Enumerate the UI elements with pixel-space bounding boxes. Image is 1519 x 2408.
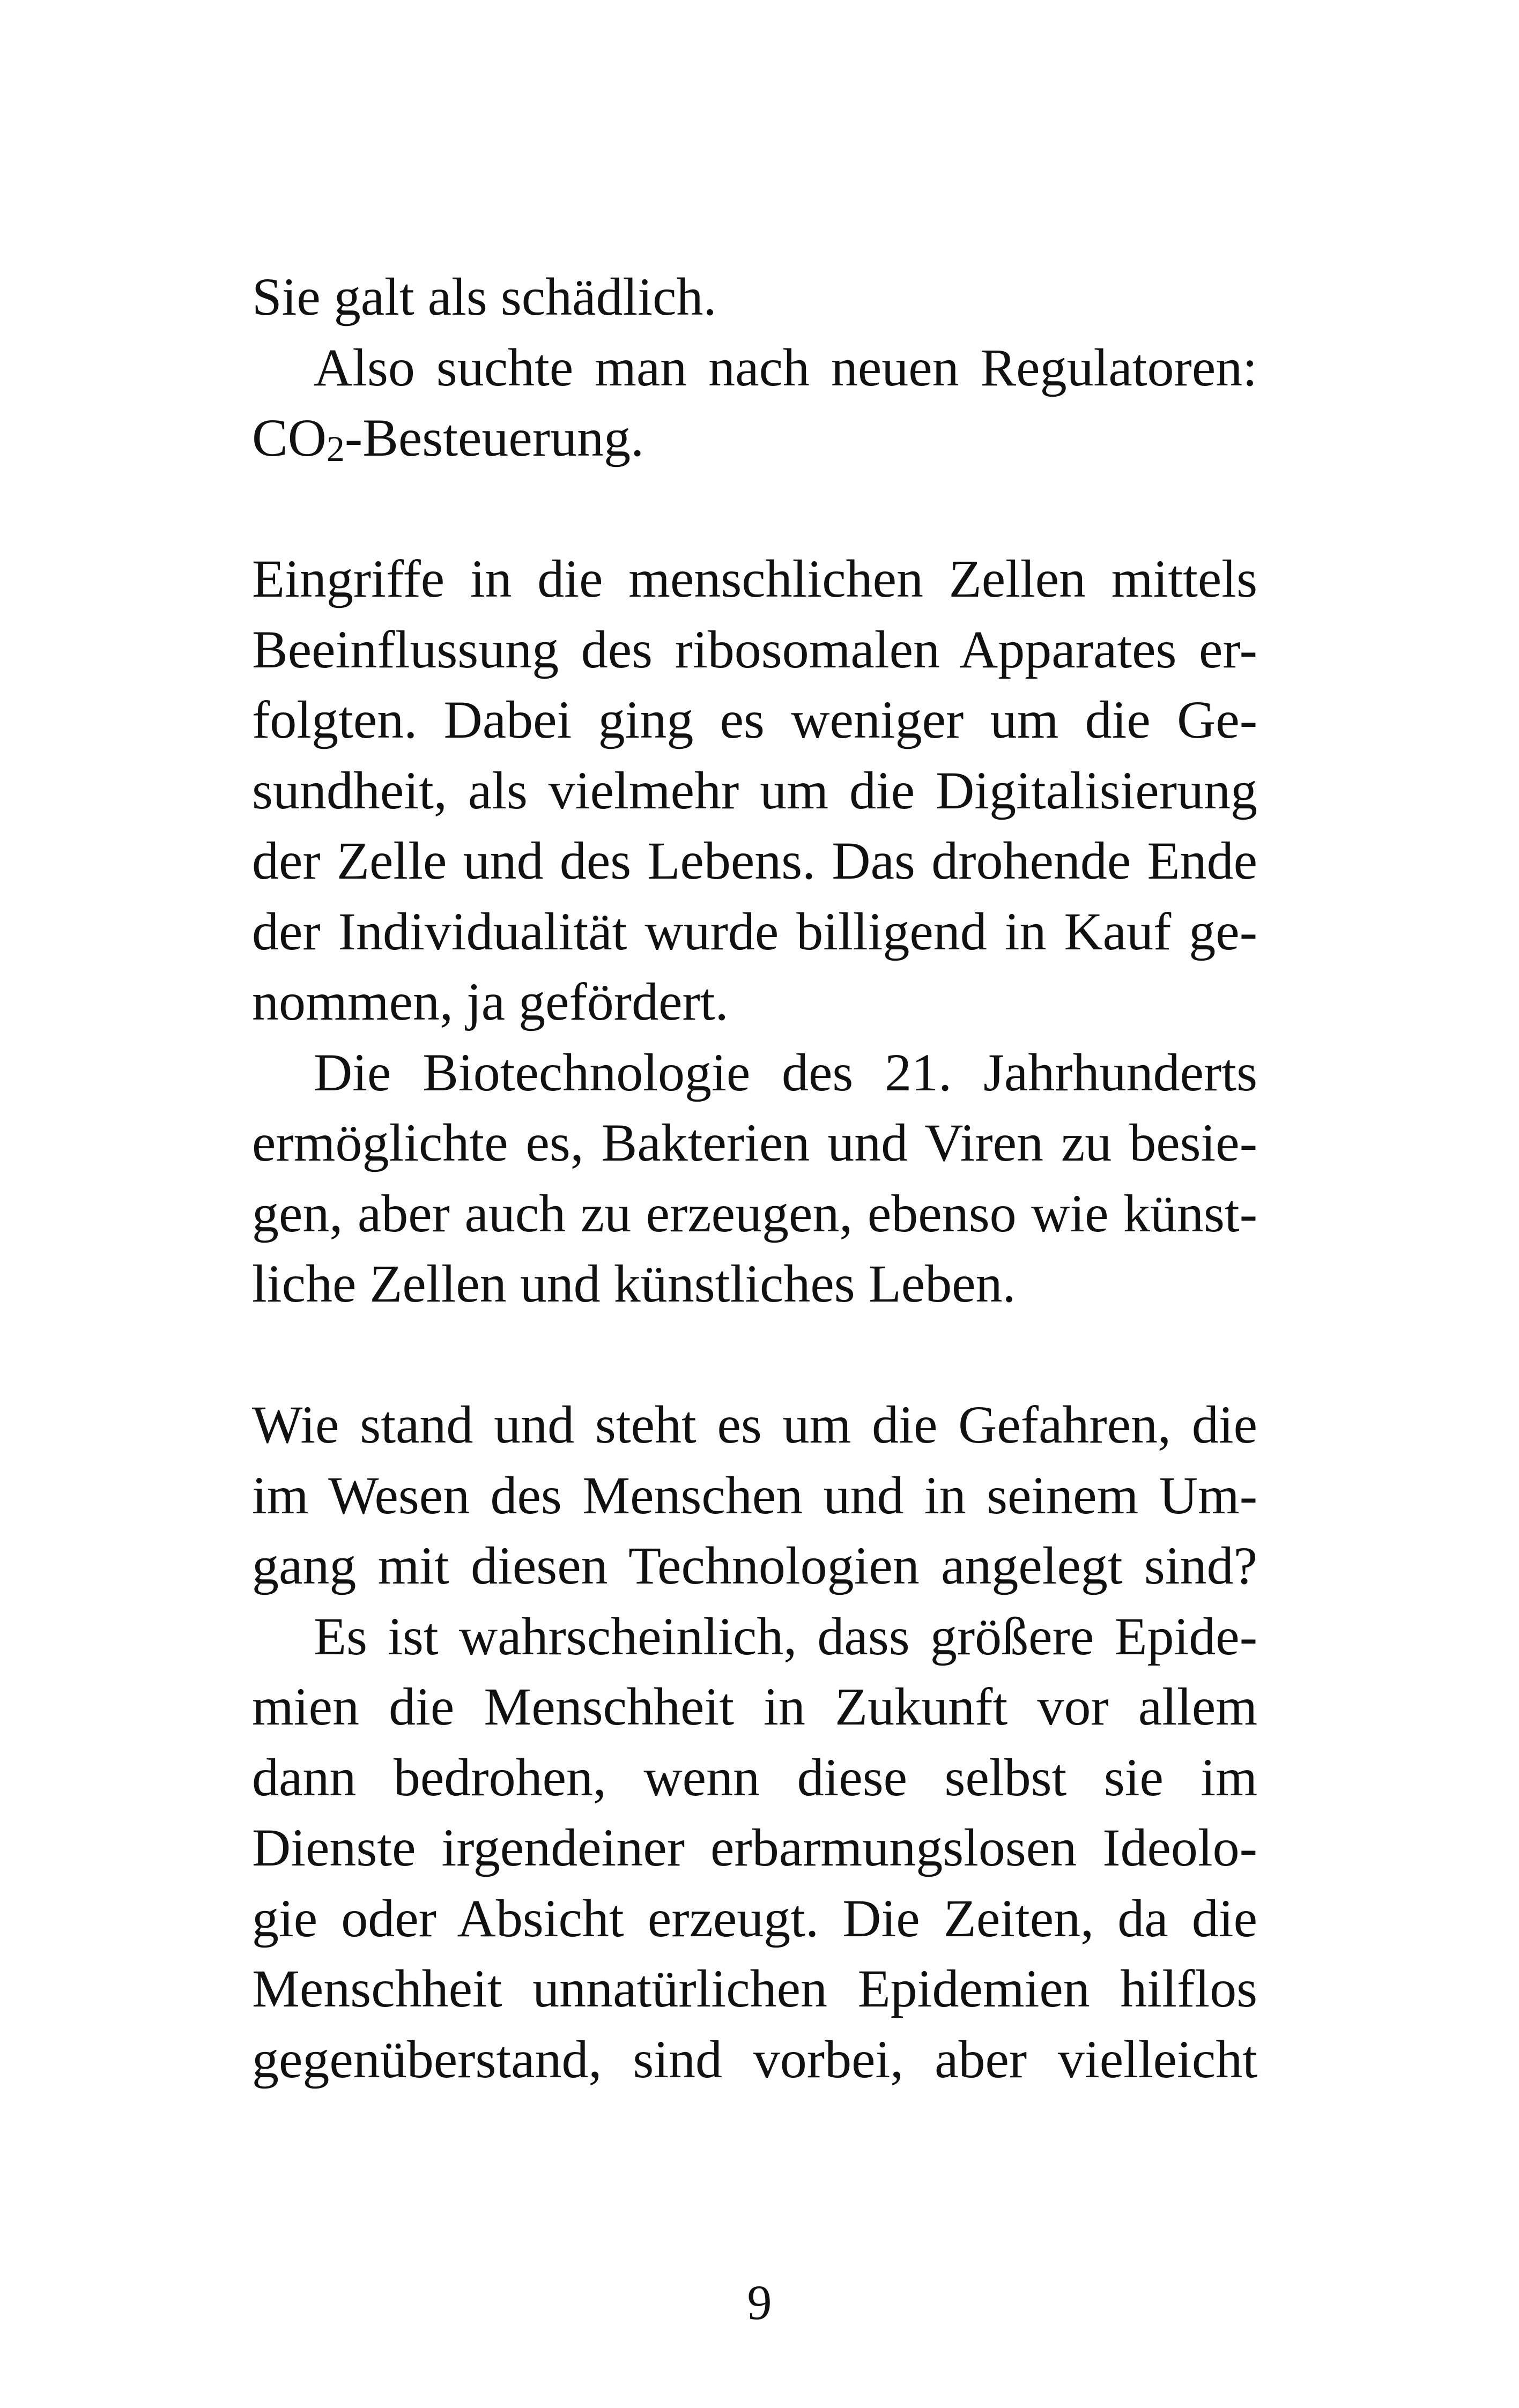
text-line: im Wesen des Menschen und in seinem Um- [252, 1465, 1257, 1525]
text-line: Die Biotechnologie des 21. Jahrhunderts [314, 1042, 1257, 1102]
text-line [252, 403, 1257, 473]
text-line: gen, aber auch zu erzeugen, ebenso wie künst- [252, 1183, 1257, 1243]
text-line: gegenüberstand, sind vorbei, aber vielleicht [252, 2029, 1257, 2089]
text-line: mien die Menschheit in Zukunft vor allem [252, 1677, 1257, 1736]
text-line: Eingriffe in die menschlichen Zellen mittels [252, 549, 1257, 608]
paragraph-gap [252, 473, 1257, 544]
text-line: folgten. Dabei ging es weniger um die Ge- [252, 690, 1257, 749]
text-line: gang mit diesen Technologien angelegt sind? [252, 1536, 1257, 1595]
text-line: Beeinflussung des ribosomalen Apparates er- [252, 619, 1257, 679]
body-text [252, 262, 1257, 2094]
text-line: liche Zellen und künstliches Leben. [252, 1254, 1016, 1313]
text-line: Menschheit unnatürlichen Epidemien hilflos [252, 1959, 1257, 2018]
text-line: sundheit, als vielmehr um die Digitalisierung [252, 760, 1257, 820]
text-line: Also suchte man nach neuen Regulatoren: [314, 337, 1257, 397]
subscript: 2 [326, 428, 345, 469]
text-line: Sie galt als schädlich. [252, 267, 717, 326]
text-line: der Individualität wurde billigend in Kauf ge- [252, 901, 1257, 961]
text-line: gie oder Absicht erzeugt. Die Zeiten, da die [252, 1888, 1257, 1948]
text-line: nommen, ja gefördert. [252, 972, 729, 1031]
text-line: Es ist wahrscheinlich, dass größere Epide- [314, 1606, 1257, 1666]
text-line: Wie stand und steht es um die Gefahren, die [252, 1395, 1257, 1454]
text-line-suffix: -Besteuerung. [344, 408, 644, 467]
text-line: dann bedrohen, wenn diese selbst sie im [252, 1747, 1257, 1807]
text-line: ermöglichte es, Bakterien und Viren zu besie- [252, 1113, 1257, 1172]
paragraph-gap [252, 1319, 1257, 1390]
text-line-prefix: CO [252, 408, 327, 467]
page-number: 9 [747, 2275, 772, 2330]
text-line: der Zelle und des Lebens. Das drohende Ende [252, 831, 1257, 890]
text-line: Dienste irgendeiner erbarmungslosen Ideolo- [252, 1818, 1257, 1877]
